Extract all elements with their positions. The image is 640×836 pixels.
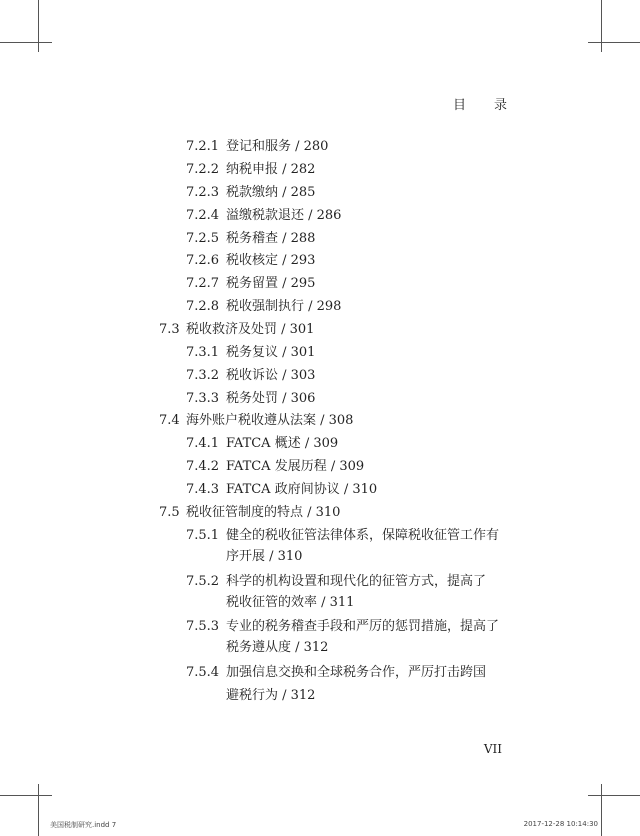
toc-entry-number: 7.2.4 xyxy=(186,208,220,223)
toc-entry-text: 税款缴纳 / 285 xyxy=(226,185,316,200)
toc-entry-text: FATCA 发展历程 / 309 xyxy=(226,459,365,474)
toc-entry-text: 溢缴税款退还 / 286 xyxy=(226,208,342,223)
toc-entry-number: 7.5.4 xyxy=(186,665,220,680)
crop-mark xyxy=(601,784,602,836)
toc-entry-text: 税务留置 / 295 xyxy=(226,276,316,291)
page-number: VII xyxy=(483,742,502,756)
toc-entry-text: 税收征管制度的特点 / 310 xyxy=(186,505,341,520)
toc-entry-number: 7.4.2 xyxy=(186,459,220,474)
toc-entry-number: 7.4.1 xyxy=(186,436,220,451)
toc-entry-continuation: 税收征管的效率 / 311 xyxy=(226,595,355,610)
crop-mark xyxy=(0,42,52,43)
toc-entry-number: 7.3.1 xyxy=(186,345,220,360)
toc-entry-number: 7.5.3 xyxy=(186,619,220,634)
toc-entry-text: 税收救济及处罚 / 301 xyxy=(186,322,315,337)
toc-entry-text: 税收强制执行 / 298 xyxy=(226,299,342,314)
toc-entry-number: 7.2.8 xyxy=(186,299,220,314)
toc-entry-text: 登记和服务 / 280 xyxy=(226,139,329,154)
toc-entry-text: 海外账户税收遵从法案 / 308 xyxy=(186,413,354,428)
crop-mark xyxy=(38,0,39,52)
toc-entry-continuation: 避税行为 / 312 xyxy=(226,688,316,703)
crop-mark xyxy=(0,795,52,796)
header-title-char: 录 xyxy=(493,98,507,113)
toc-entry-number: 7.5.2 xyxy=(186,574,220,589)
crop-mark xyxy=(588,795,640,796)
toc-entry-text: 纳税申报 / 282 xyxy=(226,162,316,177)
toc-entry-number: 7.2.1 xyxy=(186,139,220,154)
toc-entry-text: 加强信息交换和全球税务合作，严厉打击跨国 xyxy=(226,665,487,680)
toc-entry-text: 专业的税务稽查手段和严厉的惩罚措施，提高了 xyxy=(226,619,500,634)
toc-entry-continuation: 税务遵从度 / 312 xyxy=(226,640,329,655)
running-header xyxy=(453,94,507,113)
crop-mark xyxy=(601,0,602,52)
toc-entry-text: FATCA 概述 / 309 xyxy=(226,436,339,451)
toc-entry-number: 7.5 xyxy=(159,505,180,520)
toc-entry-number: 7.3.2 xyxy=(186,368,220,383)
footer-timestamp: 2017-12-28 10:14:30 xyxy=(523,820,598,828)
toc-entry-number: 7.2.2 xyxy=(186,162,220,177)
toc-entry-text: 健全的税收征管法律体系，保障税收征管工作有 xyxy=(226,528,500,543)
toc-entry-continuation: 序开展 / 310 xyxy=(226,549,303,564)
toc-entry-number: 7.3.3 xyxy=(186,391,220,406)
toc-entry-text: 科学的机构设置和现代化的征管方式，提高了 xyxy=(226,574,487,589)
toc-entry-text: 税务处罚 / 306 xyxy=(226,391,316,406)
toc-entry-number: 7.2.5 xyxy=(186,231,220,246)
toc-entry-number: 7.5.1 xyxy=(186,528,220,543)
toc-entry-number: 7.3 xyxy=(159,322,180,337)
toc-entry-number: 7.2.3 xyxy=(186,185,220,200)
crop-mark xyxy=(38,784,39,836)
toc-entry-number: 7.4.3 xyxy=(186,482,220,497)
toc-entry-number: 7.2.7 xyxy=(186,276,220,291)
toc-entry-text: 税务复议 / 301 xyxy=(226,345,316,360)
footer-file-name: 美国税制研究.indd 7 xyxy=(50,821,117,829)
toc-entry-number: 7.4 xyxy=(159,413,180,428)
toc-entry-number: 7.2.6 xyxy=(186,253,220,268)
crop-mark xyxy=(588,42,640,43)
toc-entry-text: 税收核定 / 293 xyxy=(226,253,316,268)
toc-entry-text: FATCA 政府间协议 / 310 xyxy=(226,482,378,497)
toc-entry-text: 税收诉讼 / 303 xyxy=(226,368,316,383)
header-title-char: 目 xyxy=(452,98,466,113)
toc-entry-text: 税务稽查 / 288 xyxy=(226,231,316,246)
